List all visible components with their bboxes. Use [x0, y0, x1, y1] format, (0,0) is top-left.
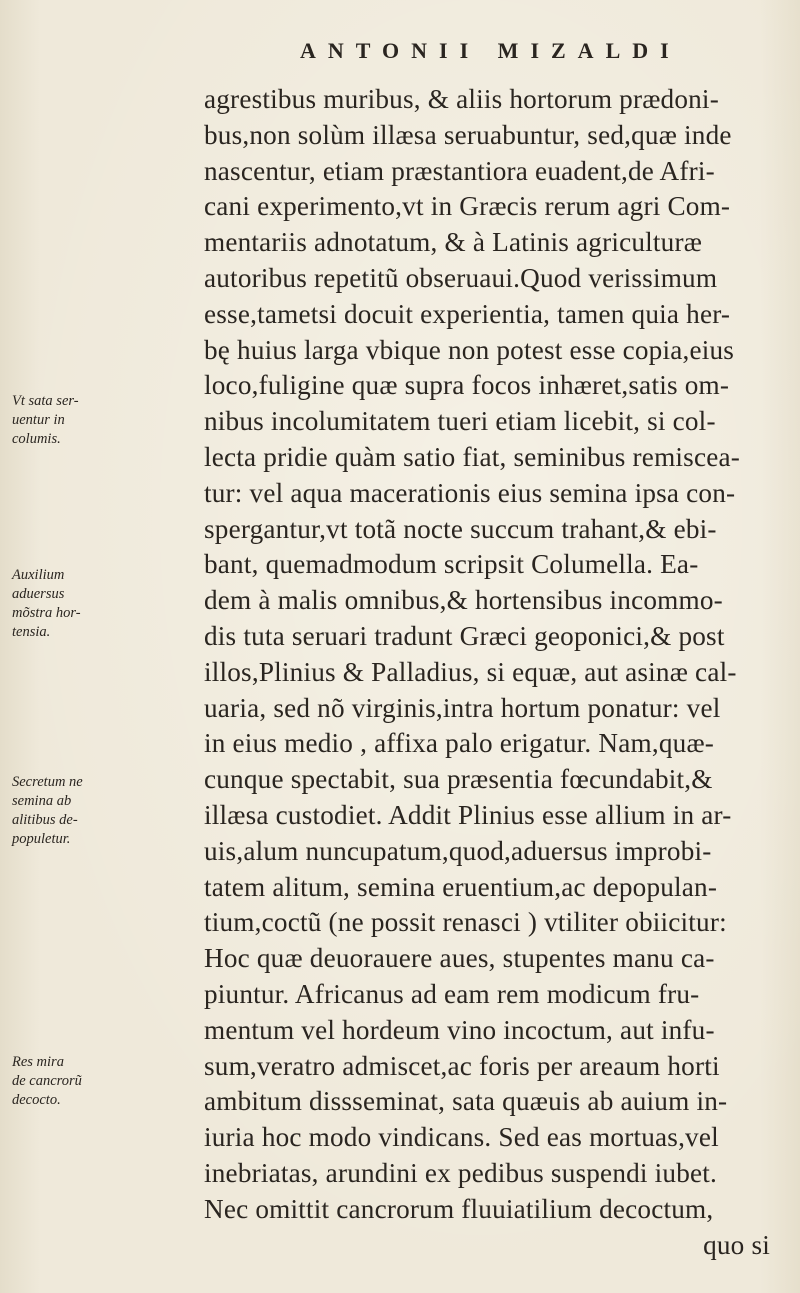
margin-note-line: uentur in — [12, 412, 65, 428]
margin-note-line: Auxilium — [12, 567, 65, 583]
running-header: ANTONII MIZALDI — [300, 38, 681, 63]
text-line: illos,Plinius & Palladius, si equæ, aut asinæ cal- — [204, 656, 737, 687]
text-line: loco,fuligine quæ supra focos inhæret,satis om- — [204, 370, 730, 401]
text-line: bus,non solùm illæsa seruabuntur, sed,quæ inde — [204, 119, 732, 150]
margin-note-line: Vt sata ser- — [12, 393, 79, 409]
margin-note-line: decocto. — [12, 1092, 61, 1108]
text-line: uis,alum nuncupatum,quod,aduersus improbi- — [204, 835, 712, 866]
margin-note-line: tensia. — [12, 624, 51, 640]
text-line: bant, quemadmodum scripsit Columella. Ea- — [204, 549, 699, 580]
text-line: mentum vel hordeum vino incoctum, aut infu- — [204, 1014, 715, 1045]
margin-note-sata — [12, 392, 132, 449]
text-line: dem à malis omnibus,& hortensibus incommo- — [204, 585, 723, 616]
text-line: agrestibus muribus, & aliis hortorum prædoni- — [204, 84, 719, 114]
margin-note-line: Res mira — [12, 1054, 64, 1070]
text-line: uaria, sed nõ virginis,intra hortum ponatur: vel — [204, 692, 721, 723]
text-line: inebriatas, arundini ex pedibus suspendi iubet. — [204, 1157, 718, 1188]
margin-note-res-mira — [12, 1053, 132, 1110]
margin-note-line: Secretum ne — [12, 774, 83, 790]
text-line: iuria hoc modo vindicans. Sed eas mortuas,vel — [204, 1122, 719, 1153]
text-line: in eius medio , affixa palo erigatur. Nam,quæ- — [204, 728, 715, 759]
text-line: lecta pridie quàm satio fiat, seminibus remiscea- — [204, 441, 741, 472]
text-line: autoribus repetitũ obseruaui.Quod verissimum — [204, 262, 718, 293]
text-line: Nec omittit cancrorum fluuiatilium decoctum, — [204, 1193, 714, 1224]
text-line: bę huius larga vbique non potest esse copia,eius — [204, 334, 735, 365]
text-line: cunque spectabit, sua præsentia fœcundabit,& — [204, 764, 713, 795]
margin-note-line: populetur. — [12, 831, 71, 847]
text-line: spergantur,vt totã nocte succum trahant,& ebi- — [204, 513, 717, 544]
text-line: esse,tametsi docuit experientia, tamen quia her- — [204, 298, 731, 329]
text-line-catchword: quo si — [703, 1229, 770, 1260]
text-line: ambitum dissseminat, sata quæuis ab auium in- — [204, 1086, 728, 1117]
text-line: illæsa custodiet. Addit Plinius esse allium in ar- — [204, 799, 732, 830]
text-line: mentariis adnotatum, & à Latinis agriculturæ — [204, 227, 703, 258]
text-line: nascentur, etiam præstantiora euadent,de Afri- — [204, 155, 715, 186]
text-line: nibus incolumitatem tueri etiam licebit, si col- — [204, 406, 716, 437]
margin-note-line: semina ab — [12, 793, 72, 809]
text-line: tium,coctũ (ne possit renasci ) vtiliter obiicitur: — [204, 907, 727, 938]
margin-note-auxilium — [12, 566, 132, 642]
text-line: dis tuta seruari tradunt Græci geoponici,& post — [204, 620, 725, 651]
text-line: sum,veratro admiscet,ac foris per areaum horti — [204, 1050, 720, 1081]
margin-note-line: mõstra hor- — [12, 605, 81, 621]
text-line: tatem alitum, semina eruentium,ac depopulan- — [204, 871, 718, 902]
text-line: Hoc quæ deuorauere aues, stupentes manu ca- — [204, 943, 715, 974]
margin-note-line: alitibus de- — [12, 812, 78, 828]
margin-note-secretum — [12, 773, 132, 849]
text-line: piuntur. Africanus ad eam rem modicum fru- — [204, 978, 700, 1009]
margin-note-line: columis. — [12, 431, 61, 447]
main-text-block — [204, 82, 774, 1263]
margin-note-line: de cancrorũ — [12, 1073, 82, 1089]
text-line: tur: vel aqua macerationis eius semina ipsa con- — [204, 477, 736, 508]
margin-note-line: aduersus — [12, 586, 65, 602]
text-line: cani experimento,vt in Græcis rerum agri Com- — [204, 191, 731, 222]
